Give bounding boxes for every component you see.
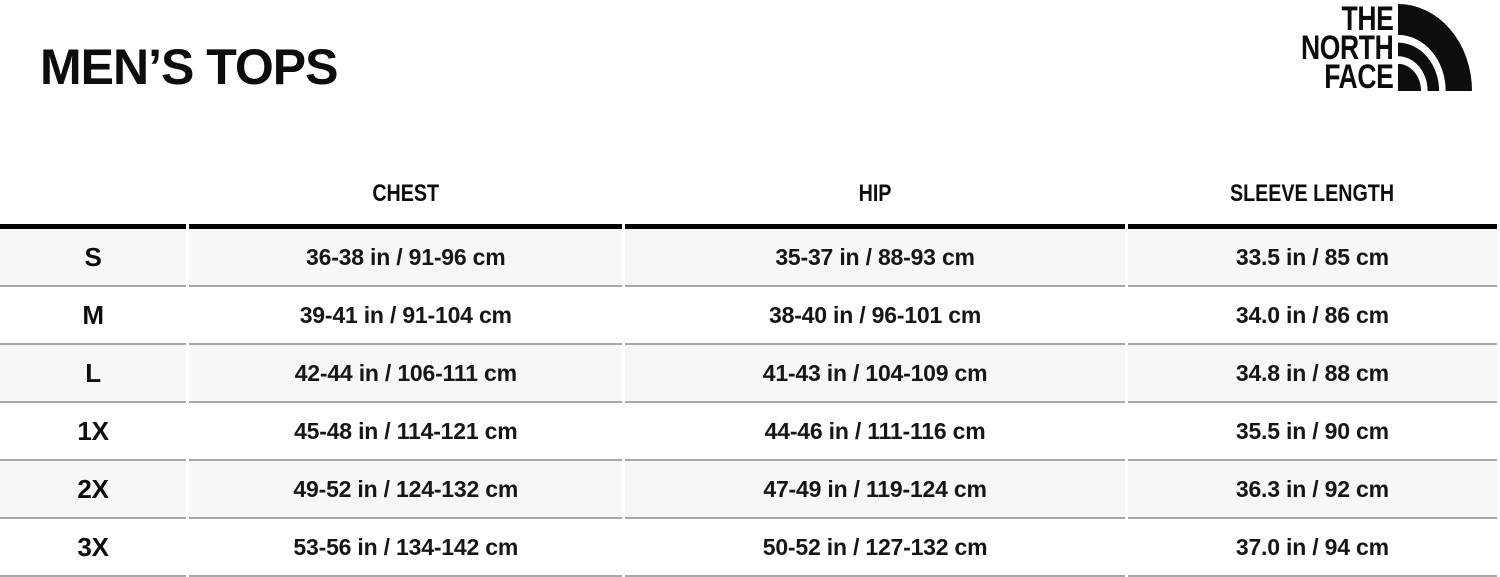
brand-line-face: FACE — [1323, 57, 1393, 96]
table-row-3x — [0, 519, 1497, 577]
hip-cell: 38-40 in / 96-101 cm — [625, 287, 1124, 345]
table-row-1x — [0, 403, 1497, 461]
brand-line-the: THE — [1341, 0, 1393, 38]
page-title: MEN’S TOPS — [40, 39, 338, 95]
size-cell: 3X — [0, 519, 186, 577]
column-header-hip: HIP — [625, 164, 1124, 229]
column-header-sleeve-length: SLEEVE LENGTH — [1128, 164, 1497, 229]
sleeve-cell: 34.0 in / 86 cm — [1128, 287, 1497, 345]
size-cell: 2X — [0, 461, 186, 519]
size-cell: 1X — [0, 403, 186, 461]
hip-cell: 47-49 in / 119-124 cm — [625, 461, 1124, 519]
hip-cell: 35-37 in / 88-93 cm — [625, 229, 1124, 287]
chest-cell: 36-38 in / 91-96 cm — [189, 229, 622, 287]
column-header-chest: CHEST — [189, 164, 622, 229]
chest-cell: 53-56 in / 134-142 cm — [189, 519, 622, 577]
hip-cell: 44-46 in / 111-116 cm — [625, 403, 1124, 461]
chest-cell: 49-52 in / 124-132 cm — [189, 461, 622, 519]
size-chart-table — [0, 164, 1500, 577]
table-row-2x — [0, 461, 1497, 519]
header-row — [0, 164, 1497, 229]
size-cell: M — [0, 287, 186, 345]
sleeve-cell: 33.5 in / 85 cm — [1128, 229, 1497, 287]
sleeve-cell: 35.5 in / 90 cm — [1128, 403, 1497, 461]
size-cell: L — [0, 345, 186, 403]
table-row-l — [0, 345, 1497, 403]
table-row-m — [0, 287, 1497, 345]
brand-line-north: NORTH — [1300, 28, 1393, 67]
hip-cell: 50-52 in / 127-132 cm — [625, 519, 1124, 577]
column-header-size — [0, 164, 186, 229]
size-cell: S — [0, 229, 186, 287]
brand-logo — [1275, 0, 1472, 96]
chest-cell: 42-44 in / 106-111 cm — [189, 345, 622, 403]
sleeve-cell: 37.0 in / 94 cm — [1128, 519, 1497, 577]
brand-wordmark — [1300, 0, 1393, 96]
half-dome-icon — [1398, 4, 1472, 91]
sleeve-cell: 36.3 in / 92 cm — [1128, 461, 1497, 519]
sleeve-cell: 34.8 in / 88 cm — [1128, 345, 1497, 403]
table-row-s — [0, 229, 1497, 287]
chest-cell: 39-41 in / 91-104 cm — [189, 287, 622, 345]
chest-cell: 45-48 in / 114-121 cm — [189, 403, 622, 461]
hip-cell: 41-43 in / 104-109 cm — [625, 345, 1124, 403]
